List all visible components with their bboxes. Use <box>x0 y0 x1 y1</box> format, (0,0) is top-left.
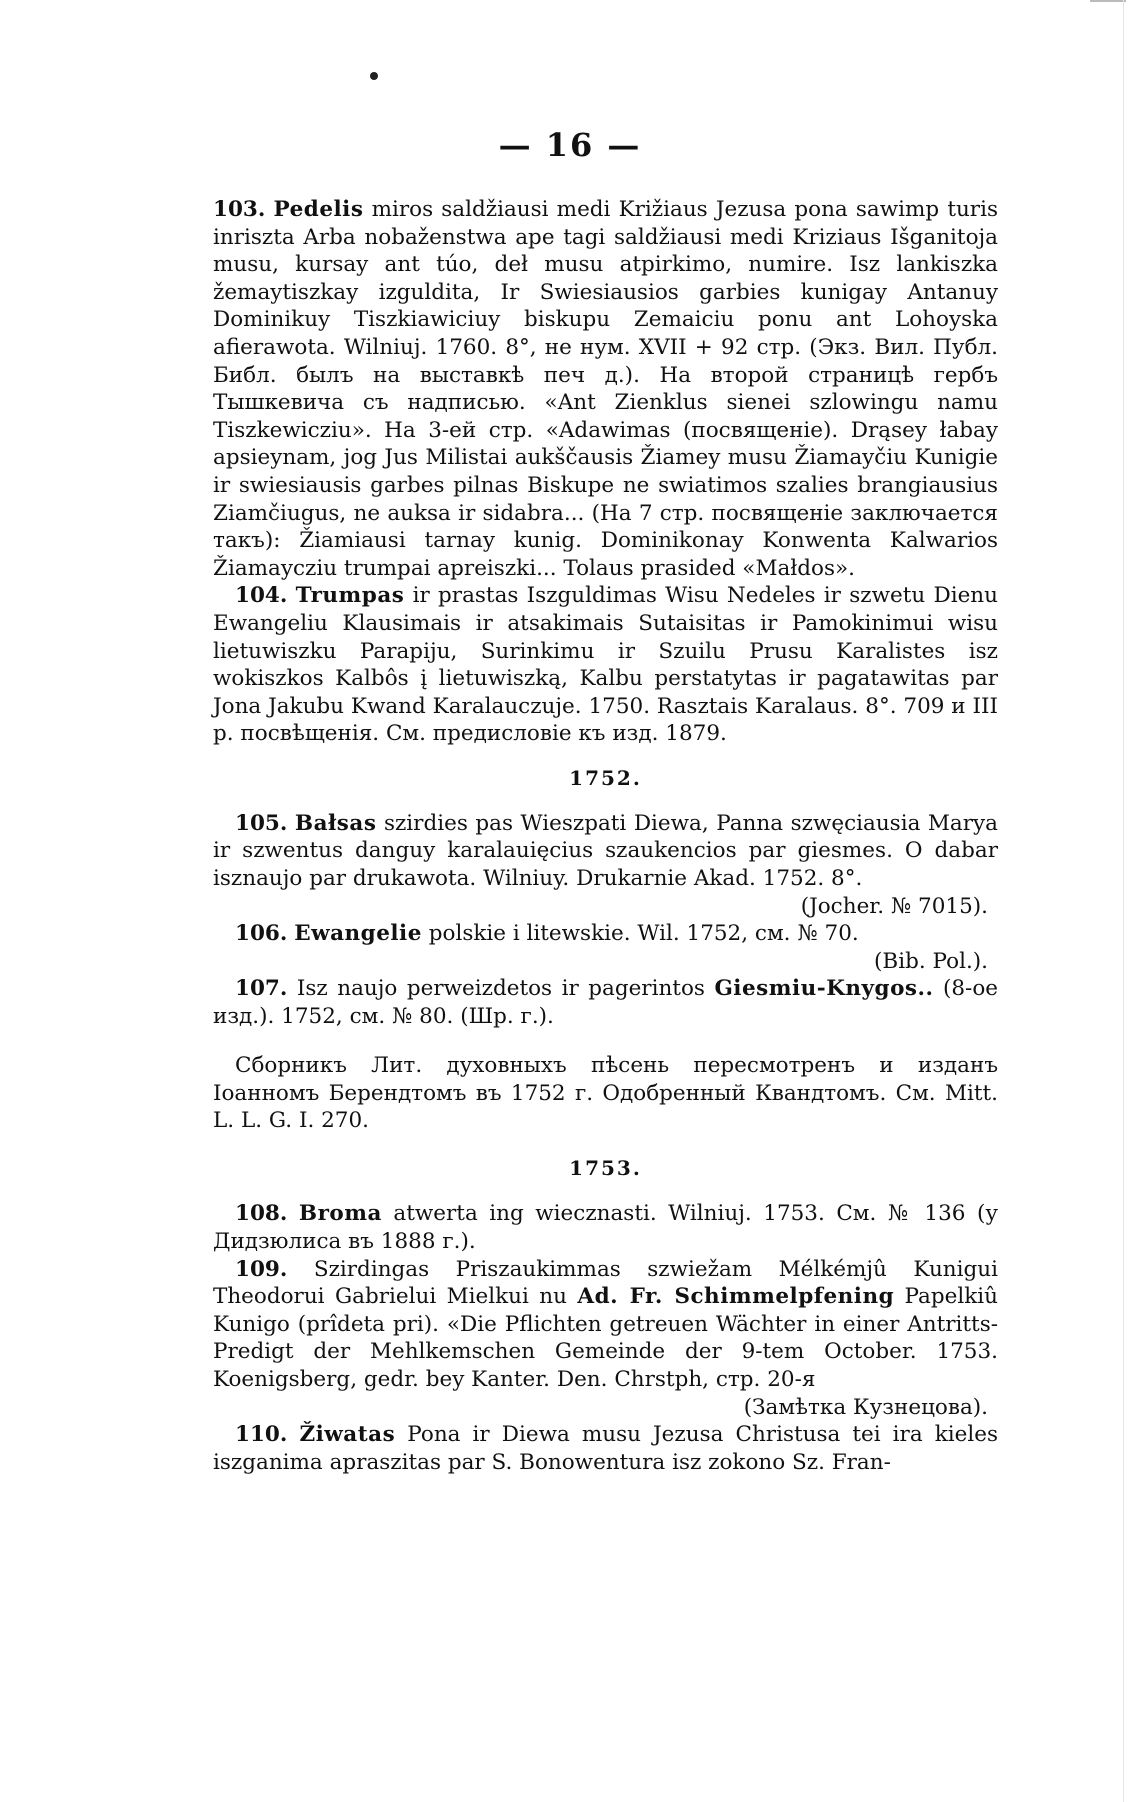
entry-text: atwerta ing wiecznasti. Wilniuj. 1753. См. № 136 (у Дидзюлиса въ 1888 г.). <box>213 1201 998 1254</box>
entry-107 <box>213 975 998 1030</box>
entry-note: Сборникъ Лит. духовныхъ пѣсень пересмотренъ и изданъ Іоанномъ Берендтомъ въ 1752 г. Одобренный Квандтомъ. См. Mitt. L. L. G. I. 270. <box>213 1053 998 1134</box>
entry-number: 108. <box>235 1201 288 1227</box>
entry-109 <box>213 1256 998 1394</box>
entry-keyword: Ad. Fr. Schimmelpfening <box>577 1284 895 1310</box>
entry-text: miros saldžiausi medi Križiaus Jezusa pona sawimp turis inriszta Arba nobaženstwa ape tagi saldžiausi medi Kriziaus Išganitoja musu, kursay ant túo, deł musu atpirkimo, numire. Isz lankiszka žemaytiszkay izguldita, Ir Swiesiausios garbies kunigay Antanuy Dominikuy Tiszkiawiciuy biskupu Zemaiciu ponu ant Lohoyska afierawota. Wilniuj. 1760. 8°, не нум. XVII + 92 стр. (Экз. Вил. Публ. Библ. былъ на выставкѣ печ д.). На второй страницѣ гербъ Тышкевича съ надписью. «Ant Zienklus sienei szlowingu namu Tiszkewicziu». На 3-ей стр. «Adawimas (посвященіе). Drąsey łabay apsieynam, jog Jus Milistai aukščausis Žiamey musu Žiamayčiu Kunigie ir swiesiausis garbes pilnas Biskupe ne swiatimos szalies brangiausius Ziamčiugus, ne auksa ir sidabra... (На 7 стр. посвященіе заключается такъ): Žiamiausi tarnay kunig. Dominikonay Konwenta Kalwarios Žiamayczіu trumpai apreiszki... Tolaus prasided «Małdos». <box>213 197 998 581</box>
entry-text: Papelkiû Kunigo (prîdeta pri). «Die Pflichten getreuen Wächter in einer Antritts-Predigt der Mehlkemschen Gemeinde der 9-tem October. 1753. Koenigsberg, gedr. bey Kanter. Den. Chrstph, стр. 20-я <box>213 1284 998 1392</box>
entry-keyword: Bałsas <box>294 810 377 836</box>
entry-keyword: Broma <box>298 1201 382 1227</box>
entry-number: 104. <box>235 583 288 609</box>
entry-keyword: Pedelis <box>273 197 364 222</box>
entry-number: 106. <box>235 921 288 947</box>
scan-edge-line <box>1123 0 1124 1802</box>
entry-number: 103. <box>213 197 266 222</box>
entry-104 <box>213 582 998 748</box>
print-speck <box>370 72 378 80</box>
entry-103 <box>213 196 998 582</box>
entry-text: polskie i litewskie. Wil. 1752, см. № 70. <box>421 921 859 947</box>
entry-reference: (Bib. Pol.). <box>874 948 988 974</box>
entry-108 <box>213 1200 998 1255</box>
page-number: — 16 — <box>498 126 642 164</box>
entry-keyword: Giesmiu-Knygos.. <box>714 976 934 1002</box>
year-heading-1752: 1752. <box>569 765 642 790</box>
text-column <box>213 196 998 1476</box>
entry-text: Szirdingas Priszaukimmas szwiežam Mélkémjû Kunigui Theodorui Gabrielui Mielkui nu <box>213 1256 998 1310</box>
entry-105 <box>213 810 998 893</box>
entry-text: Pona ir Diewa musu Jezusa Christusa tei ira kieles iszganima apraszitas par S. Bonowentura isz zokono Sz. Fran- <box>213 1422 998 1475</box>
entry-110 <box>213 1421 998 1476</box>
entry-number: 105. <box>235 810 288 836</box>
entry-keyword: Žiwatas <box>299 1422 396 1448</box>
entry-text: Isz naujo perweizdetos ir pagerintos <box>287 976 715 1002</box>
entry-keyword: Trumpas <box>295 583 405 609</box>
entry-text: szirdies pas Wieszpati Diewa, Panna szwęciausia Marya ir szwentus danguy karalauięcius szaukencios par giesmes. O dabar isznaujo par drukawota. Wilniuy. Drukarnie Akad. 1752. 8°. <box>213 810 998 892</box>
entry-number: 110. <box>235 1422 288 1448</box>
entry-reference: (Jocher. № 7015). <box>800 893 988 919</box>
entry-reference: (Замѣтка Кузнецова). <box>743 1394 988 1420</box>
year-heading-1753: 1753. <box>569 1156 642 1181</box>
entry-text: ir prastas Iszguldimas Wisu Nedeles ir szwetu Dienu Ewangeliu Klausimais ir atsakimais Sutaisitas ir Pamokinimui wisu lietuwiszku Parapiju, Surinkimu ir Szuilu Prusu Karalistes isz wokiszkos Kalbôs į lietuwiszką, Kalbu perstatytas ir pagatawitas par Jona Jakubu Kwand Karalauczuje. 1750. Rasztais Karalaus. 8°. 709 и III р. посвѣщенія. См. предисловіе къ изд. 1879. <box>213 583 998 747</box>
scan-corner-mark <box>1090 0 1126 2</box>
entry-text: (8-ое изд.). 1752, см. № 80. (Шр. г.). <box>213 976 998 1030</box>
entry-number: 107. <box>235 976 288 1002</box>
entry-keyword: Ewangelie <box>294 921 422 947</box>
entry-number: 109. <box>235 1256 288 1282</box>
entry-106 <box>213 920 998 948</box>
